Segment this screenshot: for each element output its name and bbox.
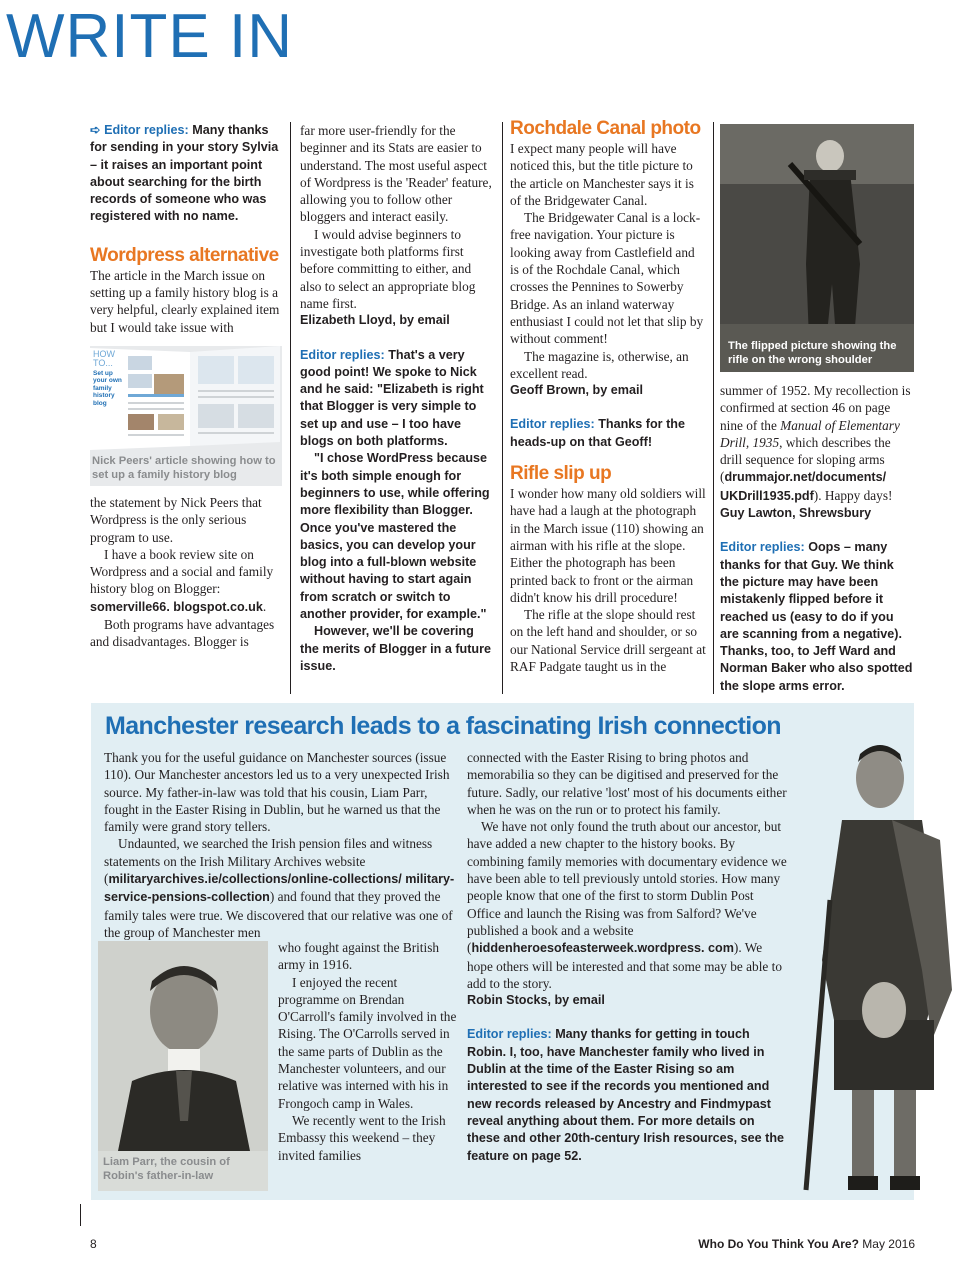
editor-replies-label: Editor replies: [720,540,805,555]
footer-masthead [698,1237,915,1251]
letter-signature: Guy Lawton, Shrewsbury [720,506,872,521]
letter-paragraph: the statement by Nick Peers that Wordpress is the only serious program to use. [90,494,262,545]
heading-rifle-slip-up: Rifle slip up [510,463,612,485]
website-link[interactable]: hiddenheroesofeasterweek.wordpress. com [471,941,734,956]
letter-paragraph: summer of 1952. My recollection is confirmed at section 46 on page nine of the [720,383,911,433]
arrow-icon: ➪ [90,123,101,137]
column-divider [290,122,291,694]
letter-paragraph: The magazine is, otherwise, an excellent read. [510,348,689,381]
letter-paragraph: , which describes the drill sequence for sloping arms ( [720,434,891,485]
photo-caption: Liam Parr, the cousin of Robin's father-in-law [103,1156,230,1182]
editor-reply-text: That's a very good point! We spoke to Nick and he said: "Elizabeth is right that Blogger is very simple to set up and use – I too have blogs on both platforms. [300,347,484,449]
letter-paragraph: ). We hope others will be interested and that some may be able to add to the story. [467,940,782,991]
letter-paragraph: I would advise beginners to investigate both platforms first before committing to either, and also to select an appropriate blog name first. [300,226,476,311]
letter-paragraph: who fought against the British army in 1916. [278,940,440,973]
feature-title: Manchester research leads to a fascinating Irish connection [105,712,781,740]
editor-replies-label: Editor replies: [510,417,595,432]
magazine-name: Who Do You Think You Are? [698,1237,859,1251]
feature-left-text [104,749,456,941]
airman-rifle-photo [720,124,914,372]
editor-reply-text: Thanks for the heads-up on that Geoff! [510,417,685,449]
airman-illustration [720,124,914,372]
editor-reply-text: Many thanks for getting in touch Robin. I, too, have Manchester family who lived in Dublin at the time of the Easter Rising so am interested to see if the records you mentioned and new records released by Ancestry and Findmypast reveal anything about them. For more details on these and other 20th-century Irish resources, see the feature on page 52. [467,1027,785,1163]
kilted-man-illustration [772,740,967,1210]
letter-paragraph: We have not only found the truth about our ancestor, but have added a new chapter to the history books. By combining family memories with documentary evidence we have been able to tell previously untold stories. How many people know that one of the first to storm Dublin Post Office and launch the Rising was from Salford? We've published a book and a website ( [467,819,787,956]
editor-reply-text: Many thanks for sending in your story Sylvia – it raises an important point about searching for the birth records of someone who was registered with no name. [90,123,279,224]
howto-label: HOW TO... [93,348,115,368]
heading-rochdale-canal-photo: Rochdale Canal photo [510,118,701,139]
letter-signature: Geoff Brown, by email [510,383,643,398]
heading-wordpress-alternative: Wordpress alternative [90,244,279,266]
feature-middle-text [278,939,458,1164]
letter-signature: Robin Stocks, by email [467,993,605,1008]
blog-link[interactable]: somerville66. blogspot.co.uk [90,599,263,614]
drill-manual-link[interactable]: drummajor.net/documents/ UKDrill1935.pdf [720,470,887,503]
howto-title: Set up your own family history blog [93,369,122,407]
footer-rule [80,1204,81,1226]
letter-paragraph: Both programs have advantages and disadvantages. Blogger is [90,617,275,650]
section-title: WRITE IN [6,2,293,71]
editor-replies-label: Editor replies: [104,123,189,137]
military-archives-link[interactable]: militaryarchives.ie/collections/online-collections/ military-service-pensions-collection [104,872,455,905]
letter-paragraph: The rifle at the slope should rest on the left hand and shoulder, or so our National Service drill sergeant at RAF Padgate taught us in the [510,607,706,675]
letter-paragraph: ) and found that they proved the family tales were true. We discovered that our relative was one of the group of Manchester men [104,889,453,940]
editor-replies-label: Editor replies: [300,347,385,362]
editor-reply-text: "I chose WordPress because it's both simple enough for beginners to use, while offering more flexibility than Blogger. Once you've mastered the basics, you can develop your blog into a full-blown website without having to start again from scratch or switch to another provider, for example." [300,451,490,622]
column-4 [720,382,914,695]
column-2 [300,122,495,675]
column-divider [713,122,714,694]
portrait-illustration [98,941,268,1151]
letter-paragraph: I expect many people will have noticed this, but the title picture to the article on Manchester says it is of the Bridgewater Canal. [510,141,694,208]
howto-spread-image [90,346,282,450]
letter-paragraph: Thank you for the useful guidance on Manchester sources (issue 110). Our Manchester ancestors led us to a very unexpected Irish source. My father-in-law was told that his cousin, Liam Parr, fought in the Easter Rising in Dublin, but he warned us that the family were grand story tellers. [104,750,450,835]
letter-paragraph: We recently went to the Irish Embassy this weekend – they invited families [278,1112,446,1163]
column-1: ➪ Editor replies: Many thanks for sending in your story Sylvia – it raises an important point about searching for the birth records of someone who was registered with no name. Wordpress alternative The article in the March issue on setting up a family history blog is a very helpful, clearly explained item but I would take issue with HOW TO... Set up your own family history blog Nick Peers' article showing how to set up a family history blog the statement by Nick Peers that Wordpress is the only serious program to use. I have a book review site on Wordpress and a social and family history blog on Blogger: somerville66. blogspot.co.uk. Both programs have advantages and disadvantages. Blogger is [90,122,282,651]
letter-paragraph: connected with the Easter Rising to bring photos and memorabilia so they can be digitised and preserved for the future. Sadly, our relative 'lost' most of his documents either when he was on the run or to protect his family. [467,750,787,817]
letter-paragraph: Undaunted, we searched the Irish pension files and witness statements on the Irish Military Archives website ( [104,836,433,887]
page-number: 8 [90,1237,97,1251]
howto-figure [90,346,282,486]
column-divider [502,122,503,694]
liam-parr-photo [98,941,268,1191]
editor-reply-text: Oops – many thanks for that Guy. We think the picture may have been mistakenly flipped before it reached us (easy to do if you are scanning from a negative). Thanks, too, to Jeff Ward and Norman Baker who also spotted the slope arms error. [720,540,913,693]
issue-date: May 2016 [862,1237,915,1251]
editor-reply-text: However, we'll be covering the merits of Blogger in a future issue. [300,624,492,673]
feature-right-text [467,749,787,1165]
figure-caption: Nick Peers' article showing how to set up a family history blog [92,454,276,481]
letter-paragraph: ). Happy days! [813,487,893,503]
kilted-man-photo [772,740,967,1210]
letter-paragraph: I enjoyed the recent programme on Brendan O'Carroll's family involved in the Rising. The O'Carrolls served in the same parts of Dublin as the Manchester volunteers, and our relative was interned with his in Frongoch camp in Wales. [278,974,457,1111]
column-3 [510,118,706,675]
letter-paragraph: The Bridgewater Canal is a lock-free navigation. Your picture is looking away from Castlefield and is of the Rochdale Canal, which crosses the Pennines to Sowerby Bridge. As an inland waterway enthusiast I could not let that slip by without comment! [510,210,704,347]
letter-paragraph: far more user-friendly for the beginner and its Stats are easier to understand. The most useful aspect of Wordpress is the 'Reader' feature, allowing you to follow other bloggers and interact easily. [300,123,492,225]
letter-paragraph: The article in the March issue on setting up a family history blog is a very helpful, clearly explained item but I would take issue with [90,267,280,335]
photo-caption: The flipped picture showing the rifle on the wrong shoulder [728,340,897,366]
book-title: Manual of Elementary Drill, 1935 [720,417,900,450]
letter-signature: Elizabeth Lloyd, by email [300,313,450,328]
letter-paragraph: I have a book review site on Wordpress and a social and family history blog on Blogger: [90,546,274,597]
editor-replies-label: Editor replies: [467,1027,552,1042]
letter-paragraph: I wonder how many old soldiers will have had a laugh at the photograph in the March issue (110) showing an airman with his rifle at the slope. Either the photograph has been printed back to front or the airman didn't know his drill procedure! [510,486,706,605]
